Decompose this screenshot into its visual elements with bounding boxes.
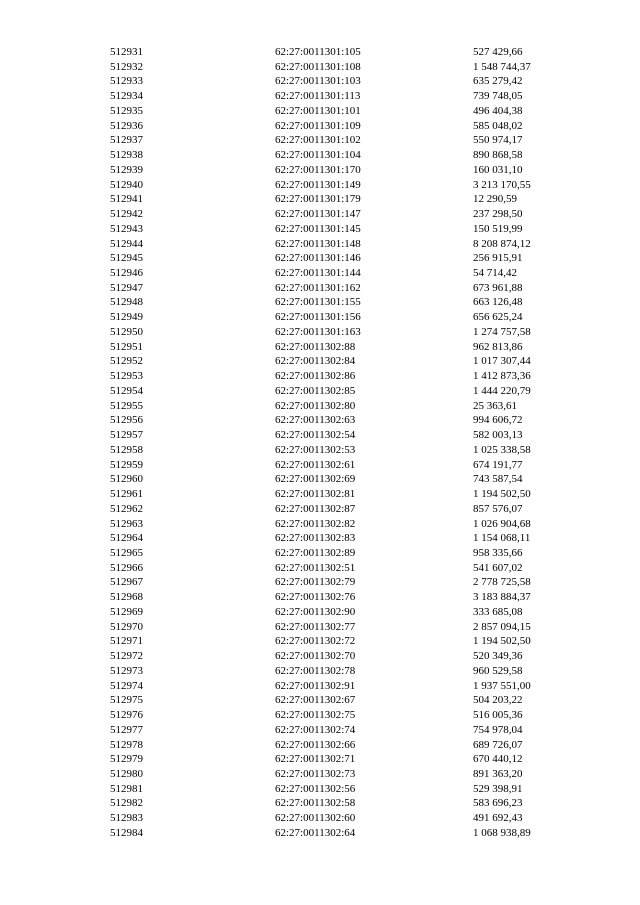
cadastral-number-cell: 62:27:0011301:109 bbox=[275, 119, 361, 132]
record-number-cell: 512980 bbox=[110, 767, 143, 780]
record-number-cell: 512952 bbox=[110, 355, 143, 368]
table-row bbox=[0, 325, 640, 340]
cadastral-number-cell: 62:27:0011301:162 bbox=[275, 281, 361, 294]
cadastral-value-cell: 256 915,91 bbox=[473, 252, 523, 265]
record-number-cell: 512981 bbox=[110, 782, 143, 795]
record-number-cell: 512947 bbox=[110, 281, 143, 294]
cadastral-number-cell: 62:27:0011301:108 bbox=[275, 60, 361, 73]
table-row bbox=[0, 782, 640, 797]
table-row bbox=[0, 354, 640, 369]
table-row bbox=[0, 45, 640, 60]
table-row bbox=[0, 472, 640, 487]
cadastral-value-cell: 1 026 904,68 bbox=[473, 517, 531, 530]
table-row bbox=[0, 163, 640, 178]
record-number-cell: 512979 bbox=[110, 753, 143, 766]
table-row bbox=[0, 295, 640, 310]
cadastral-number-cell: 62:27:0011302:51 bbox=[275, 561, 356, 574]
record-number-cell: 512946 bbox=[110, 267, 143, 280]
cadastral-value-cell: 2 857 094,15 bbox=[473, 620, 531, 633]
cadastral-value-cell: 3 183 884,37 bbox=[473, 591, 531, 604]
cadastral-number-cell: 62:27:0011301:113 bbox=[275, 90, 361, 103]
table-row bbox=[0, 413, 640, 428]
record-number-cell: 512959 bbox=[110, 458, 143, 471]
record-number-cell: 512969 bbox=[110, 605, 143, 618]
cadastral-value-cell: 529 398,91 bbox=[473, 782, 523, 795]
table-row bbox=[0, 752, 640, 767]
table-row bbox=[0, 620, 640, 635]
cadastral-value-cell: 582 003,13 bbox=[473, 429, 523, 442]
cadastral-value-cell: 237 298,50 bbox=[473, 208, 523, 221]
cadastral-value-cell: 8 208 874,12 bbox=[473, 237, 531, 250]
table-row bbox=[0, 60, 640, 75]
cadastral-value-cell: 1 444 220,79 bbox=[473, 384, 531, 397]
record-number-cell: 512935 bbox=[110, 104, 143, 117]
table-row bbox=[0, 561, 640, 576]
cadastral-number-cell: 62:27:0011302:84 bbox=[275, 355, 356, 368]
table-row bbox=[0, 649, 640, 664]
table-row bbox=[0, 222, 640, 237]
cadastral-value-cell: 1 025 338,58 bbox=[473, 443, 531, 456]
cadastral-value-cell: 1 194 502,50 bbox=[473, 488, 531, 501]
cadastral-number-cell: 62:27:0011302:87 bbox=[275, 502, 356, 515]
record-number-cell: 512977 bbox=[110, 723, 143, 736]
cadastral-number-cell: 62:27:0011302:54 bbox=[275, 429, 356, 442]
cadastral-value-cell: 891 363,20 bbox=[473, 767, 523, 780]
cadastral-value-cell: 754 978,04 bbox=[473, 723, 523, 736]
record-number-cell: 512936 bbox=[110, 119, 143, 132]
cadastral-value-cell: 1 154 068,11 bbox=[473, 532, 531, 545]
table-row bbox=[0, 664, 640, 679]
table-row bbox=[0, 310, 640, 325]
table-row bbox=[0, 767, 640, 782]
cadastral-value-cell: 1 412 873,36 bbox=[473, 370, 531, 383]
record-number-cell: 512937 bbox=[110, 134, 143, 147]
record-number-cell: 512978 bbox=[110, 738, 143, 751]
record-number-cell: 512958 bbox=[110, 443, 143, 456]
cadastral-number-cell: 62:27:0011302:82 bbox=[275, 517, 356, 530]
record-number-cell: 512967 bbox=[110, 576, 143, 589]
cadastral-number-cell: 62:27:0011302:91 bbox=[275, 679, 356, 692]
cadastral-value-cell: 54 714,42 bbox=[473, 267, 517, 280]
cadastral-number-cell: 62:27:0011302:69 bbox=[275, 473, 356, 486]
cadastral-number-cell: 62:27:0011302:58 bbox=[275, 797, 356, 810]
record-number-cell: 512953 bbox=[110, 370, 143, 383]
record-number-cell: 512949 bbox=[110, 311, 143, 324]
cadastral-number-cell: 62:27:0011301:156 bbox=[275, 311, 361, 324]
record-number-cell: 512975 bbox=[110, 694, 143, 707]
cadastral-value-cell: 739 748,05 bbox=[473, 90, 523, 103]
record-number-cell: 512957 bbox=[110, 429, 143, 442]
cadastral-number-cell: 62:27:0011301:104 bbox=[275, 149, 361, 162]
cadastral-value-cell: 550 974,17 bbox=[473, 134, 523, 147]
cadastral-number-cell: 62:27:0011302:70 bbox=[275, 650, 356, 663]
cadastral-value-cell: 2 778 725,58 bbox=[473, 576, 531, 589]
table-row bbox=[0, 119, 640, 134]
cadastral-value-cell: 150 519,99 bbox=[473, 222, 523, 235]
cadastral-value-cell: 890 868,58 bbox=[473, 149, 523, 162]
table-row bbox=[0, 605, 640, 620]
table-row bbox=[0, 178, 640, 193]
record-number-cell: 512968 bbox=[110, 591, 143, 604]
record-number-cell: 512932 bbox=[110, 60, 143, 73]
table-row bbox=[0, 237, 640, 252]
table-row bbox=[0, 281, 640, 296]
cadastral-number-cell: 62:27:0011301:144 bbox=[275, 267, 361, 280]
cadastral-value-cell: 1 937 551,00 bbox=[473, 679, 531, 692]
cadastral-number-cell: 62:27:0011302:71 bbox=[275, 753, 356, 766]
cadastral-value-cell: 663 126,48 bbox=[473, 296, 523, 309]
cadastral-value-cell: 857 576,07 bbox=[473, 502, 523, 515]
cadastral-number-cell: 62:27:0011301:149 bbox=[275, 178, 361, 191]
cadastral-value-cell: 1 548 744,37 bbox=[473, 60, 531, 73]
cadastral-value-cell: 635 279,42 bbox=[473, 75, 523, 88]
cadastral-value-cell: 958 335,66 bbox=[473, 546, 523, 559]
table-row bbox=[0, 679, 640, 694]
cadastral-number-cell: 62:27:0011302:73 bbox=[275, 767, 356, 780]
cadastral-number-cell: 62:27:0011302:64 bbox=[275, 826, 356, 839]
record-number-cell: 512974 bbox=[110, 679, 143, 692]
cadastral-number-cell: 62:27:0011302:75 bbox=[275, 709, 356, 722]
record-number-cell: 512960 bbox=[110, 473, 143, 486]
table-row bbox=[0, 443, 640, 458]
table-row bbox=[0, 251, 640, 266]
cadastral-value-cell: 583 696,23 bbox=[473, 797, 523, 810]
cadastral-number-cell: 62:27:0011301:102 bbox=[275, 134, 361, 147]
record-number-cell: 512970 bbox=[110, 620, 143, 633]
table-row bbox=[0, 207, 640, 222]
record-number-cell: 512965 bbox=[110, 546, 143, 559]
cadastral-value-cell: 520 349,36 bbox=[473, 650, 523, 663]
record-number-cell: 512945 bbox=[110, 252, 143, 265]
table-row bbox=[0, 487, 640, 502]
table-row bbox=[0, 723, 640, 738]
table-row bbox=[0, 340, 640, 355]
cadastral-number-cell: 62:27:0011301:105 bbox=[275, 46, 361, 58]
record-number-cell: 512954 bbox=[110, 384, 143, 397]
table-row bbox=[0, 517, 640, 532]
cadastral-number-cell: 62:27:0011302:80 bbox=[275, 399, 356, 412]
table-row bbox=[0, 738, 640, 753]
record-number-cell: 512950 bbox=[110, 325, 143, 338]
record-number-cell: 512976 bbox=[110, 709, 143, 722]
record-number-cell: 512938 bbox=[110, 149, 143, 162]
record-number-cell: 512983 bbox=[110, 812, 143, 825]
cadastral-value-cell: 541 607,02 bbox=[473, 561, 523, 574]
record-number-cell: 512964 bbox=[110, 532, 143, 545]
table-row bbox=[0, 796, 640, 811]
record-number-cell: 512984 bbox=[110, 826, 143, 839]
cadastral-number-cell: 62:27:0011302:88 bbox=[275, 340, 356, 353]
table-row bbox=[0, 693, 640, 708]
table-row bbox=[0, 546, 640, 561]
record-number-cell: 512955 bbox=[110, 399, 143, 412]
cadastral-number-cell: 62:27:0011302:89 bbox=[275, 546, 356, 559]
cadastral-value-cell: 1 068 938,89 bbox=[473, 826, 531, 839]
record-number-cell: 512961 bbox=[110, 488, 143, 501]
table-row bbox=[0, 148, 640, 163]
record-number-cell: 512966 bbox=[110, 561, 143, 574]
cadastral-number-cell: 62:27:0011302:53 bbox=[275, 443, 356, 456]
record-number-cell: 512982 bbox=[110, 797, 143, 810]
cadastral-value-cell: 962 813,86 bbox=[473, 340, 523, 353]
cadastral-value-cell: 504 203,22 bbox=[473, 694, 523, 707]
record-number-cell: 512973 bbox=[110, 664, 143, 677]
table-row bbox=[0, 74, 640, 89]
cadastral-value-cell: 491 692,43 bbox=[473, 812, 523, 825]
table-row bbox=[0, 590, 640, 605]
record-number-cell: 512943 bbox=[110, 222, 143, 235]
cadastral-number-cell: 62:27:0011301:147 bbox=[275, 208, 361, 221]
cadastral-number-cell: 62:27:0011302:78 bbox=[275, 664, 356, 677]
table-row bbox=[0, 192, 640, 207]
cadastral-value-cell: 960 529,58 bbox=[473, 664, 523, 677]
record-number-cell: 512934 bbox=[110, 90, 143, 103]
cadastral-value-cell: 673 961,88 bbox=[473, 281, 523, 294]
table-row bbox=[0, 369, 640, 384]
record-number-cell: 512941 bbox=[110, 193, 143, 206]
table-row bbox=[0, 811, 640, 826]
record-number-cell: 512963 bbox=[110, 517, 143, 530]
table-row bbox=[0, 634, 640, 649]
cadastral-number-cell: 62:27:0011301:146 bbox=[275, 252, 361, 265]
cadastral-number-cell: 62:27:0011301:101 bbox=[275, 104, 361, 117]
table-row bbox=[0, 384, 640, 399]
cadastral-value-cell: 25 363,61 bbox=[473, 399, 517, 412]
data-table bbox=[0, 45, 640, 841]
table-row bbox=[0, 428, 640, 443]
table-row bbox=[0, 502, 640, 517]
record-number-cell: 512948 bbox=[110, 296, 143, 309]
cadastral-number-cell: 62:27:0011302:81 bbox=[275, 488, 356, 501]
record-number-cell: 512931 bbox=[110, 46, 143, 58]
record-number-cell: 512956 bbox=[110, 414, 143, 427]
cadastral-value-cell: 656 625,24 bbox=[473, 311, 523, 324]
cadastral-value-cell: 12 290,59 bbox=[473, 193, 517, 206]
cadastral-value-cell: 1 274 757,58 bbox=[473, 325, 531, 338]
table-row bbox=[0, 826, 640, 841]
table-row bbox=[0, 399, 640, 414]
cadastral-number-cell: 62:27:0011301:103 bbox=[275, 75, 361, 88]
cadastral-number-cell: 62:27:0011302:72 bbox=[275, 635, 356, 648]
record-number-cell: 512933 bbox=[110, 75, 143, 88]
record-number-cell: 512939 bbox=[110, 163, 143, 176]
cadastral-number-cell: 62:27:0011302:76 bbox=[275, 591, 356, 604]
table-row bbox=[0, 89, 640, 104]
cadastral-value-cell: 1 194 502,50 bbox=[473, 635, 531, 648]
record-number-cell: 512951 bbox=[110, 340, 143, 353]
cadastral-number-cell: 62:27:0011302:74 bbox=[275, 723, 356, 736]
cadastral-number-cell: 62:27:0011302:90 bbox=[275, 605, 356, 618]
cadastral-value-cell: 585 048,02 bbox=[473, 119, 523, 132]
table-row bbox=[0, 104, 640, 119]
record-number-cell: 512944 bbox=[110, 237, 143, 250]
cadastral-number-cell: 62:27:0011302:67 bbox=[275, 694, 356, 707]
cadastral-number-cell: 62:27:0011302:66 bbox=[275, 738, 356, 751]
cadastral-value-cell: 496 404,38 bbox=[473, 104, 523, 117]
record-number-cell: 512962 bbox=[110, 502, 143, 515]
cadastral-value-cell: 516 005,36 bbox=[473, 709, 523, 722]
cadastral-number-cell: 62:27:0011302:60 bbox=[275, 812, 356, 825]
cadastral-value-cell: 527 429,66 bbox=[473, 46, 523, 58]
cadastral-number-cell: 62:27:0011302:79 bbox=[275, 576, 356, 589]
cadastral-number-cell: 62:27:0011302:85 bbox=[275, 384, 356, 397]
table-row bbox=[0, 575, 640, 590]
cadastral-number-cell: 62:27:0011302:63 bbox=[275, 414, 356, 427]
cadastral-number-cell: 62:27:0011301:170 bbox=[275, 163, 361, 176]
cadastral-value-cell: 333 685,08 bbox=[473, 605, 523, 618]
record-number-cell: 512940 bbox=[110, 178, 143, 191]
cadastral-value-cell: 160 031,10 bbox=[473, 163, 523, 176]
table-row bbox=[0, 458, 640, 473]
table-row bbox=[0, 133, 640, 148]
record-number-cell: 512972 bbox=[110, 650, 143, 663]
cadastral-number-cell: 62:27:0011301:163 bbox=[275, 325, 361, 338]
cadastral-value-cell: 674 191,77 bbox=[473, 458, 523, 471]
record-number-cell: 512971 bbox=[110, 635, 143, 648]
cadastral-number-cell: 62:27:0011302:61 bbox=[275, 458, 356, 471]
cadastral-number-cell: 62:27:0011302:83 bbox=[275, 532, 356, 545]
cadastral-value-cell: 670 440,12 bbox=[473, 753, 523, 766]
table-row bbox=[0, 266, 640, 281]
cadastral-number-cell: 62:27:0011301:155 bbox=[275, 296, 361, 309]
table-row bbox=[0, 708, 640, 723]
cadastral-value-cell: 3 213 170,55 bbox=[473, 178, 531, 191]
cadastral-number-cell: 62:27:0011302:56 bbox=[275, 782, 356, 795]
cadastral-number-cell: 62:27:0011301:145 bbox=[275, 222, 361, 235]
record-number-cell: 512942 bbox=[110, 208, 143, 221]
cadastral-value-cell: 743 587,54 bbox=[473, 473, 523, 486]
cadastral-value-cell: 689 726,07 bbox=[473, 738, 523, 751]
cadastral-number-cell: 62:27:0011302:86 bbox=[275, 370, 356, 383]
cadastral-value-cell: 1 017 307,44 bbox=[473, 355, 531, 368]
cadastral-number-cell: 62:27:0011301:148 bbox=[275, 237, 361, 250]
cadastral-number-cell: 62:27:0011301:179 bbox=[275, 193, 361, 206]
cadastral-value-cell: 994 606,72 bbox=[473, 414, 523, 427]
table-row bbox=[0, 531, 640, 546]
cadastral-number-cell: 62:27:0011302:77 bbox=[275, 620, 356, 633]
